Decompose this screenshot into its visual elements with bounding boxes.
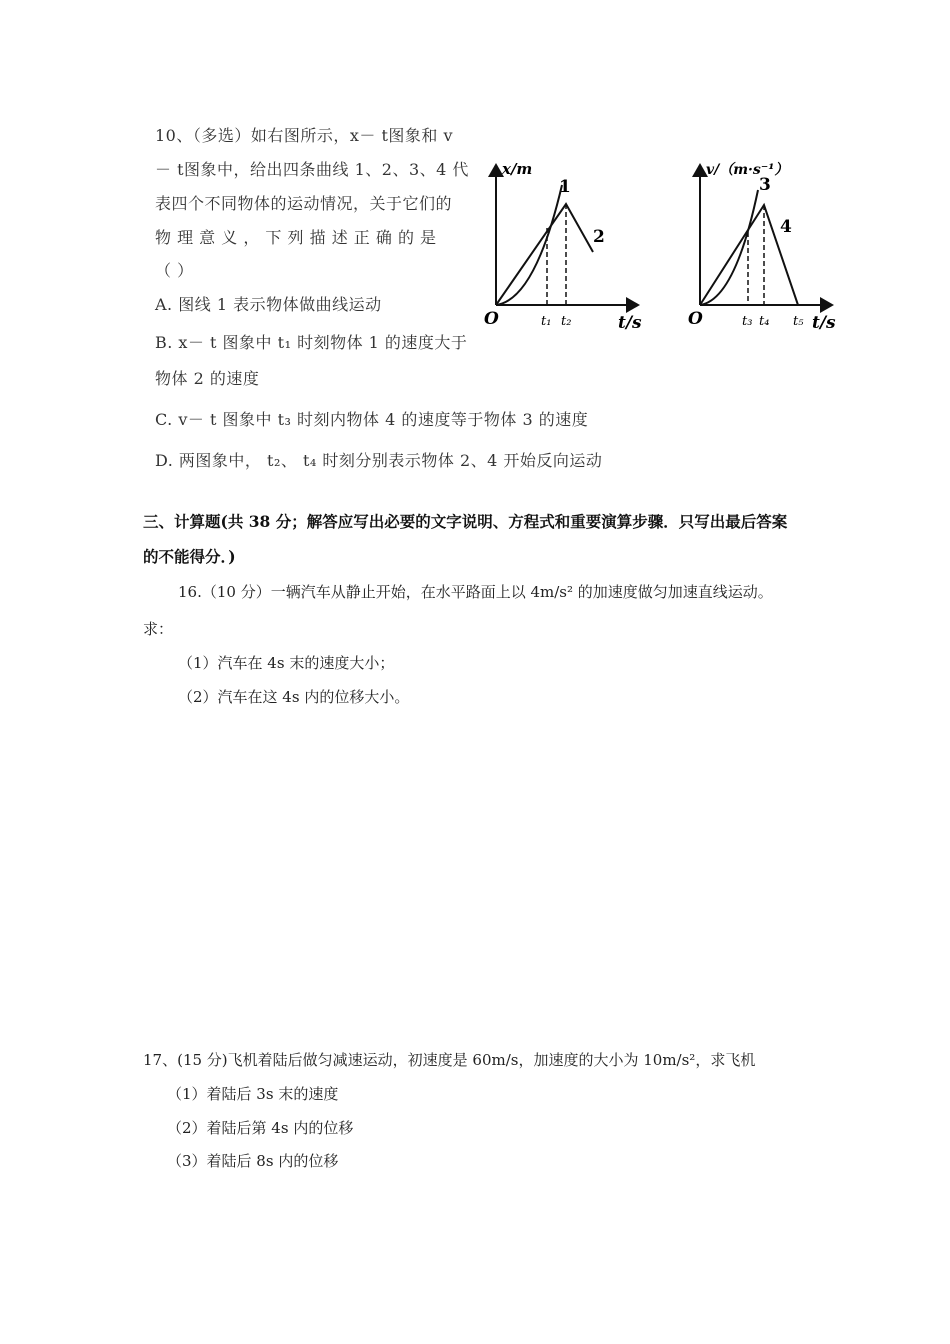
vt-label-4: 4 [780, 217, 792, 237]
q17-part-3: （3）着陆后 8s 内的位移 [167, 1152, 339, 1170]
q10-option-b-cont: 物体 2 的速度 [155, 369, 260, 388]
xt-label-2: 2 [593, 227, 605, 247]
vt-origin: O [688, 309, 703, 329]
xt-curve-1 [496, 185, 562, 305]
xt-label-1: 1 [559, 177, 571, 197]
vt-x-label: t/s [812, 313, 836, 333]
q10-option-a: A. 图线 1 表示物体做曲线运动 [155, 295, 382, 314]
xt-x-label: t/s [618, 313, 642, 333]
q16-stem-cont: 求： [143, 620, 174, 638]
q17-part-2: （2）着陆后第 4s 内的位移 [167, 1119, 354, 1137]
q10-stem-line-4: 物 理 意 义 ， 下 列 描 述 正 确 的 是 [155, 228, 437, 247]
xt-graph [470, 140, 655, 340]
xt-origin: O [484, 309, 499, 329]
vt-tick-t3: t₃ [742, 314, 753, 329]
q10-option-c: C. v－ t 图象中 t₃ 时刻内物体 4 的速度等于物体 3 的速度 [155, 410, 589, 429]
q17-part-1: （1）着陆后 3s 末的速度 [167, 1085, 339, 1103]
q10-stem-line-2: － t图象中，给出四条曲线 1、2、3、4 代 [155, 160, 469, 179]
q10-option-b: B. x－ t 图象中 t₁ 时刻物体 1 的速度大于 [155, 333, 468, 352]
xt-tick-t1: t₁ [541, 314, 552, 329]
vt-label-3: 3 [759, 175, 771, 195]
q16-part-1: （1）汽车在 4s 末的速度大小； [178, 654, 395, 672]
xt-tick-t2: t₂ [561, 314, 572, 329]
q10-answer-blank: （ ） [155, 261, 194, 280]
vt-y-label: v/（m·s⁻¹） [706, 162, 789, 178]
vt-tick-t5: t₅ [793, 314, 804, 329]
section3-title-line-1: 三、计算题(共 38 分；解答应写出必要的文字说明、方程式和重要演算步骤．只写出最后答案 [143, 512, 788, 531]
vt-curve-3 [700, 190, 758, 305]
q16-stem: 16.（10 分）一辆汽车从静止开始，在水平路面上以 4m/s² 的加速度做匀加速直线运动。 [178, 583, 773, 601]
xt-y-label: x/m [502, 160, 533, 178]
section3-title-line-2: 的不能得分．) [143, 547, 236, 566]
q10-option-d: D. 两图象中， t₂、 t₄ 时刻分别表示物体 2、4 开始反向运动 [155, 451, 603, 470]
q17-stem: 17、(15 分)飞机着陆后做匀减速运动，初速度是 60m/s，加速度的大小为 10m/s²，求飞机 [143, 1051, 756, 1069]
vt-graph [680, 140, 845, 340]
q16-part-2: （2）汽车在这 4s 内的位移大小。 [178, 688, 410, 706]
xt-curve-2 [496, 204, 593, 305]
vt-tick-t4: t₄ [759, 314, 770, 329]
q10-stem-line-1: 10、（多选）如右图所示，x－ t图象和 v [155, 126, 454, 145]
q10-stem-line-3: 表四个不同物体的运动情况，关于它们的 [155, 194, 453, 213]
